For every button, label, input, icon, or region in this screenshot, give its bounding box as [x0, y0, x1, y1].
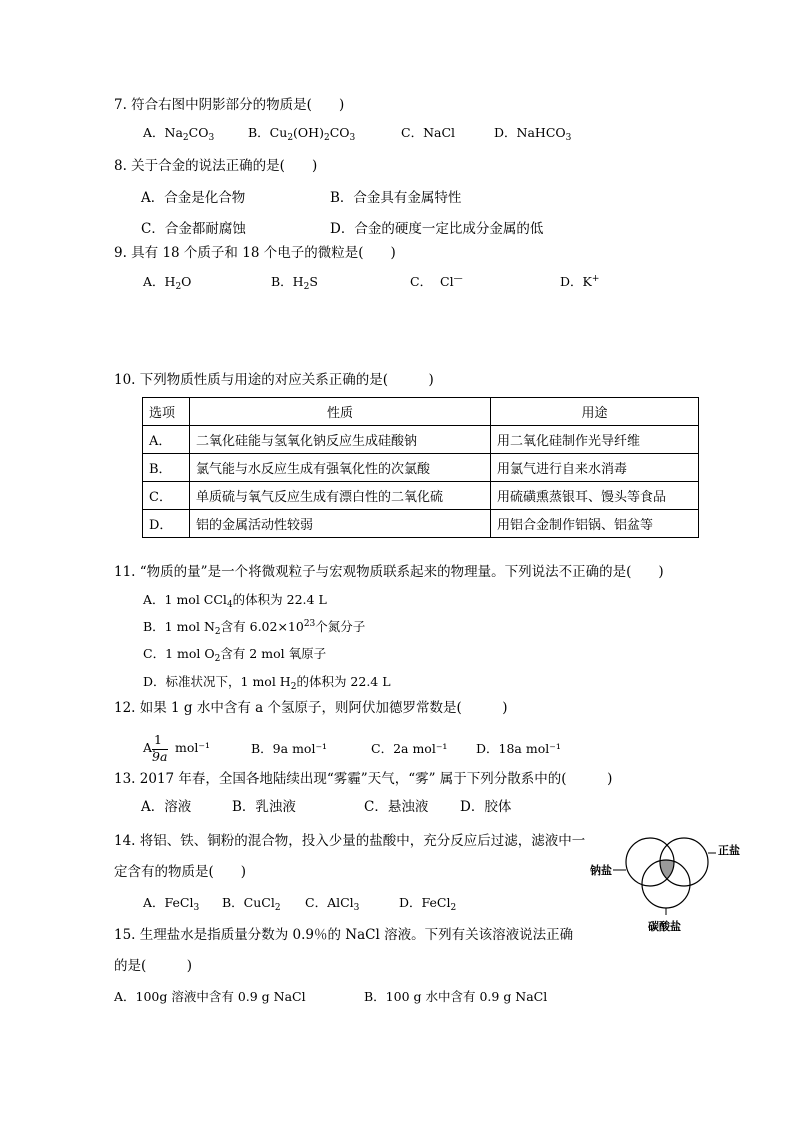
- table-cell: B．: [143, 454, 190, 482]
- q11-option-c: C．1 mol $O_2$含有 2 mol 氧原子: [143, 646, 327, 664]
- q8-option-b: B．合金具有金属特性: [330, 190, 462, 206]
- q13-stem: 13. 2017 年春，全国各地陆续出现“雾霾”天气，“雾” 属于下列分散系中的( ): [114, 771, 613, 787]
- q9-option-c: C． Cl—: [410, 274, 463, 289]
- venn-diagram: [590, 830, 770, 940]
- table-row: [143, 482, 699, 510]
- q12-option-a-prefix: A.: [143, 740, 157, 755]
- q8-option-c: C．合金都耐腐蚀: [141, 221, 246, 237]
- q13-option-c: C．悬浊液: [364, 799, 429, 815]
- q15-option-b: B．100 g 水中含有 0.9 g NaCl: [364, 989, 548, 1004]
- venn-label-carbonate: 碳酸盐: [648, 920, 681, 933]
- table-cell: A．: [143, 426, 190, 454]
- fraction-denominator: 9a: [152, 749, 168, 764]
- q13-option-d: D．胶体: [460, 799, 512, 815]
- table-header-row: [143, 398, 699, 426]
- q8-option-a: A．合金是化合物: [141, 190, 246, 206]
- table-row: [143, 426, 699, 454]
- q11-option-b: B．1 mol $N_2$含有 $6.02\times 10^{23}$个氮分子: [143, 619, 366, 637]
- q14-option-d: D．FeCl$_2$: [399, 895, 457, 913]
- q11-option-a: A．1 mol CCl$_4$的体积为 22.4 L: [143, 592, 327, 610]
- table-cell: C．: [143, 482, 190, 510]
- table-header-cell: 性质: [190, 398, 491, 426]
- q9-option-d: D．K+: [560, 274, 600, 289]
- table-cell: 用二氧化硅制作光导纤维: [491, 426, 699, 454]
- q8-stem: 8. 关于合金的说法正确的是( ): [114, 158, 318, 174]
- table-cell: D．: [143, 510, 190, 538]
- q8-option-d: D．合金的硬度一定比成分金属的低: [330, 221, 544, 237]
- table-cell: 二氧化硅能与氢氧化钠反应生成硅酸钠: [190, 426, 491, 454]
- q13-option-b: B．乳浊液: [232, 799, 296, 815]
- fraction-numerator: 1: [154, 732, 162, 747]
- q12-stem: 12. 如果 1 g 水中含有 a 个氢原子，则阿伏加德罗常数是( ): [114, 700, 508, 716]
- q7-option-d: D．NaHCO$_3$: [494, 125, 572, 143]
- q15-stem-line2: 的是( ): [114, 958, 193, 974]
- q7-option-a: A．$Na_2CO_3$: [143, 125, 215, 143]
- q9-option-a: A．$H_2O$: [143, 274, 192, 292]
- q14-option-b: B．CuCl$_2$: [222, 895, 281, 913]
- q12-option-d: D．18a mol⁻¹: [476, 741, 561, 756]
- q11-option-d: D．标准状况下，1 mol $H_2$的体积为 22.4 L: [143, 674, 391, 692]
- q10-table: [142, 397, 699, 538]
- table-row: [143, 510, 699, 538]
- q9-option-b: B．$H_2S$: [271, 274, 318, 292]
- q15-stem-line1: 15. 生理盐水是指质量分数为 0.9％的 NaCl 溶液。下列有关该溶液说法正确: [114, 927, 574, 943]
- q14-stem-line2: 定含有的物质是( ): [114, 864, 247, 880]
- table-cell: 单质硫与氧气反应生成有漂白性的二氧化硫: [190, 482, 491, 510]
- venn-label-normal-salt: 正盐: [718, 844, 740, 857]
- q12-option-b: B．9a mol⁻¹: [251, 741, 328, 756]
- q12-option-a-unit: mol⁻¹: [175, 740, 210, 755]
- q14-stem-line1: 14. 将铝、铁、铜粉的混合物，投入少量的盐酸中，充分反应后过滤，滤液中一: [114, 833, 586, 849]
- q14-option-c: C．AlCl$_3$: [305, 895, 360, 913]
- table-header-cell: 选项: [143, 398, 190, 426]
- q11-stem: 11. “物质的量”是一个将微观粒子与宏观物质联系起来的物理量。下列说法不正确的是( ): [114, 564, 664, 580]
- q7-option-c: C．NaCl: [401, 125, 456, 140]
- q12-option-c: C．2a mol⁻¹: [371, 741, 448, 756]
- table-cell: 铝的金属活动性较弱: [190, 510, 491, 538]
- table-cell: 用铝合金制作铝锅、铝盆等: [491, 510, 699, 538]
- q13-option-a: A．溶液: [141, 799, 192, 815]
- q10-stem: 10. 下列物质性质与用途的对应关系正确的是( ): [114, 372, 434, 388]
- q7-option-b: B．$Cu_2(OH)_2CO_3$: [248, 125, 356, 143]
- table-cell: 用氯气进行自来水消毒: [491, 454, 699, 482]
- table-cell: 用硫磺熏蒸银耳、馒头等食品: [491, 482, 699, 510]
- q14-option-a: A．FeCl$_3$: [143, 895, 200, 913]
- q15-option-a: A．100g 溶液中含有 0.9 g NaCl: [114, 989, 306, 1004]
- q7-stem: 7. 符合右图中阴影部分的物质是( ): [114, 97, 345, 113]
- venn-label-sodium-salt: 钠盐: [590, 864, 612, 877]
- table-row: [143, 454, 699, 482]
- table-header-cell: 用途: [491, 398, 699, 426]
- table-cell: 氯气能与水反应生成有强氧化性的次氯酸: [190, 454, 491, 482]
- q9-stem: 9. 具有 18 个质子和 18 个电子的微粒是( ): [114, 245, 396, 261]
